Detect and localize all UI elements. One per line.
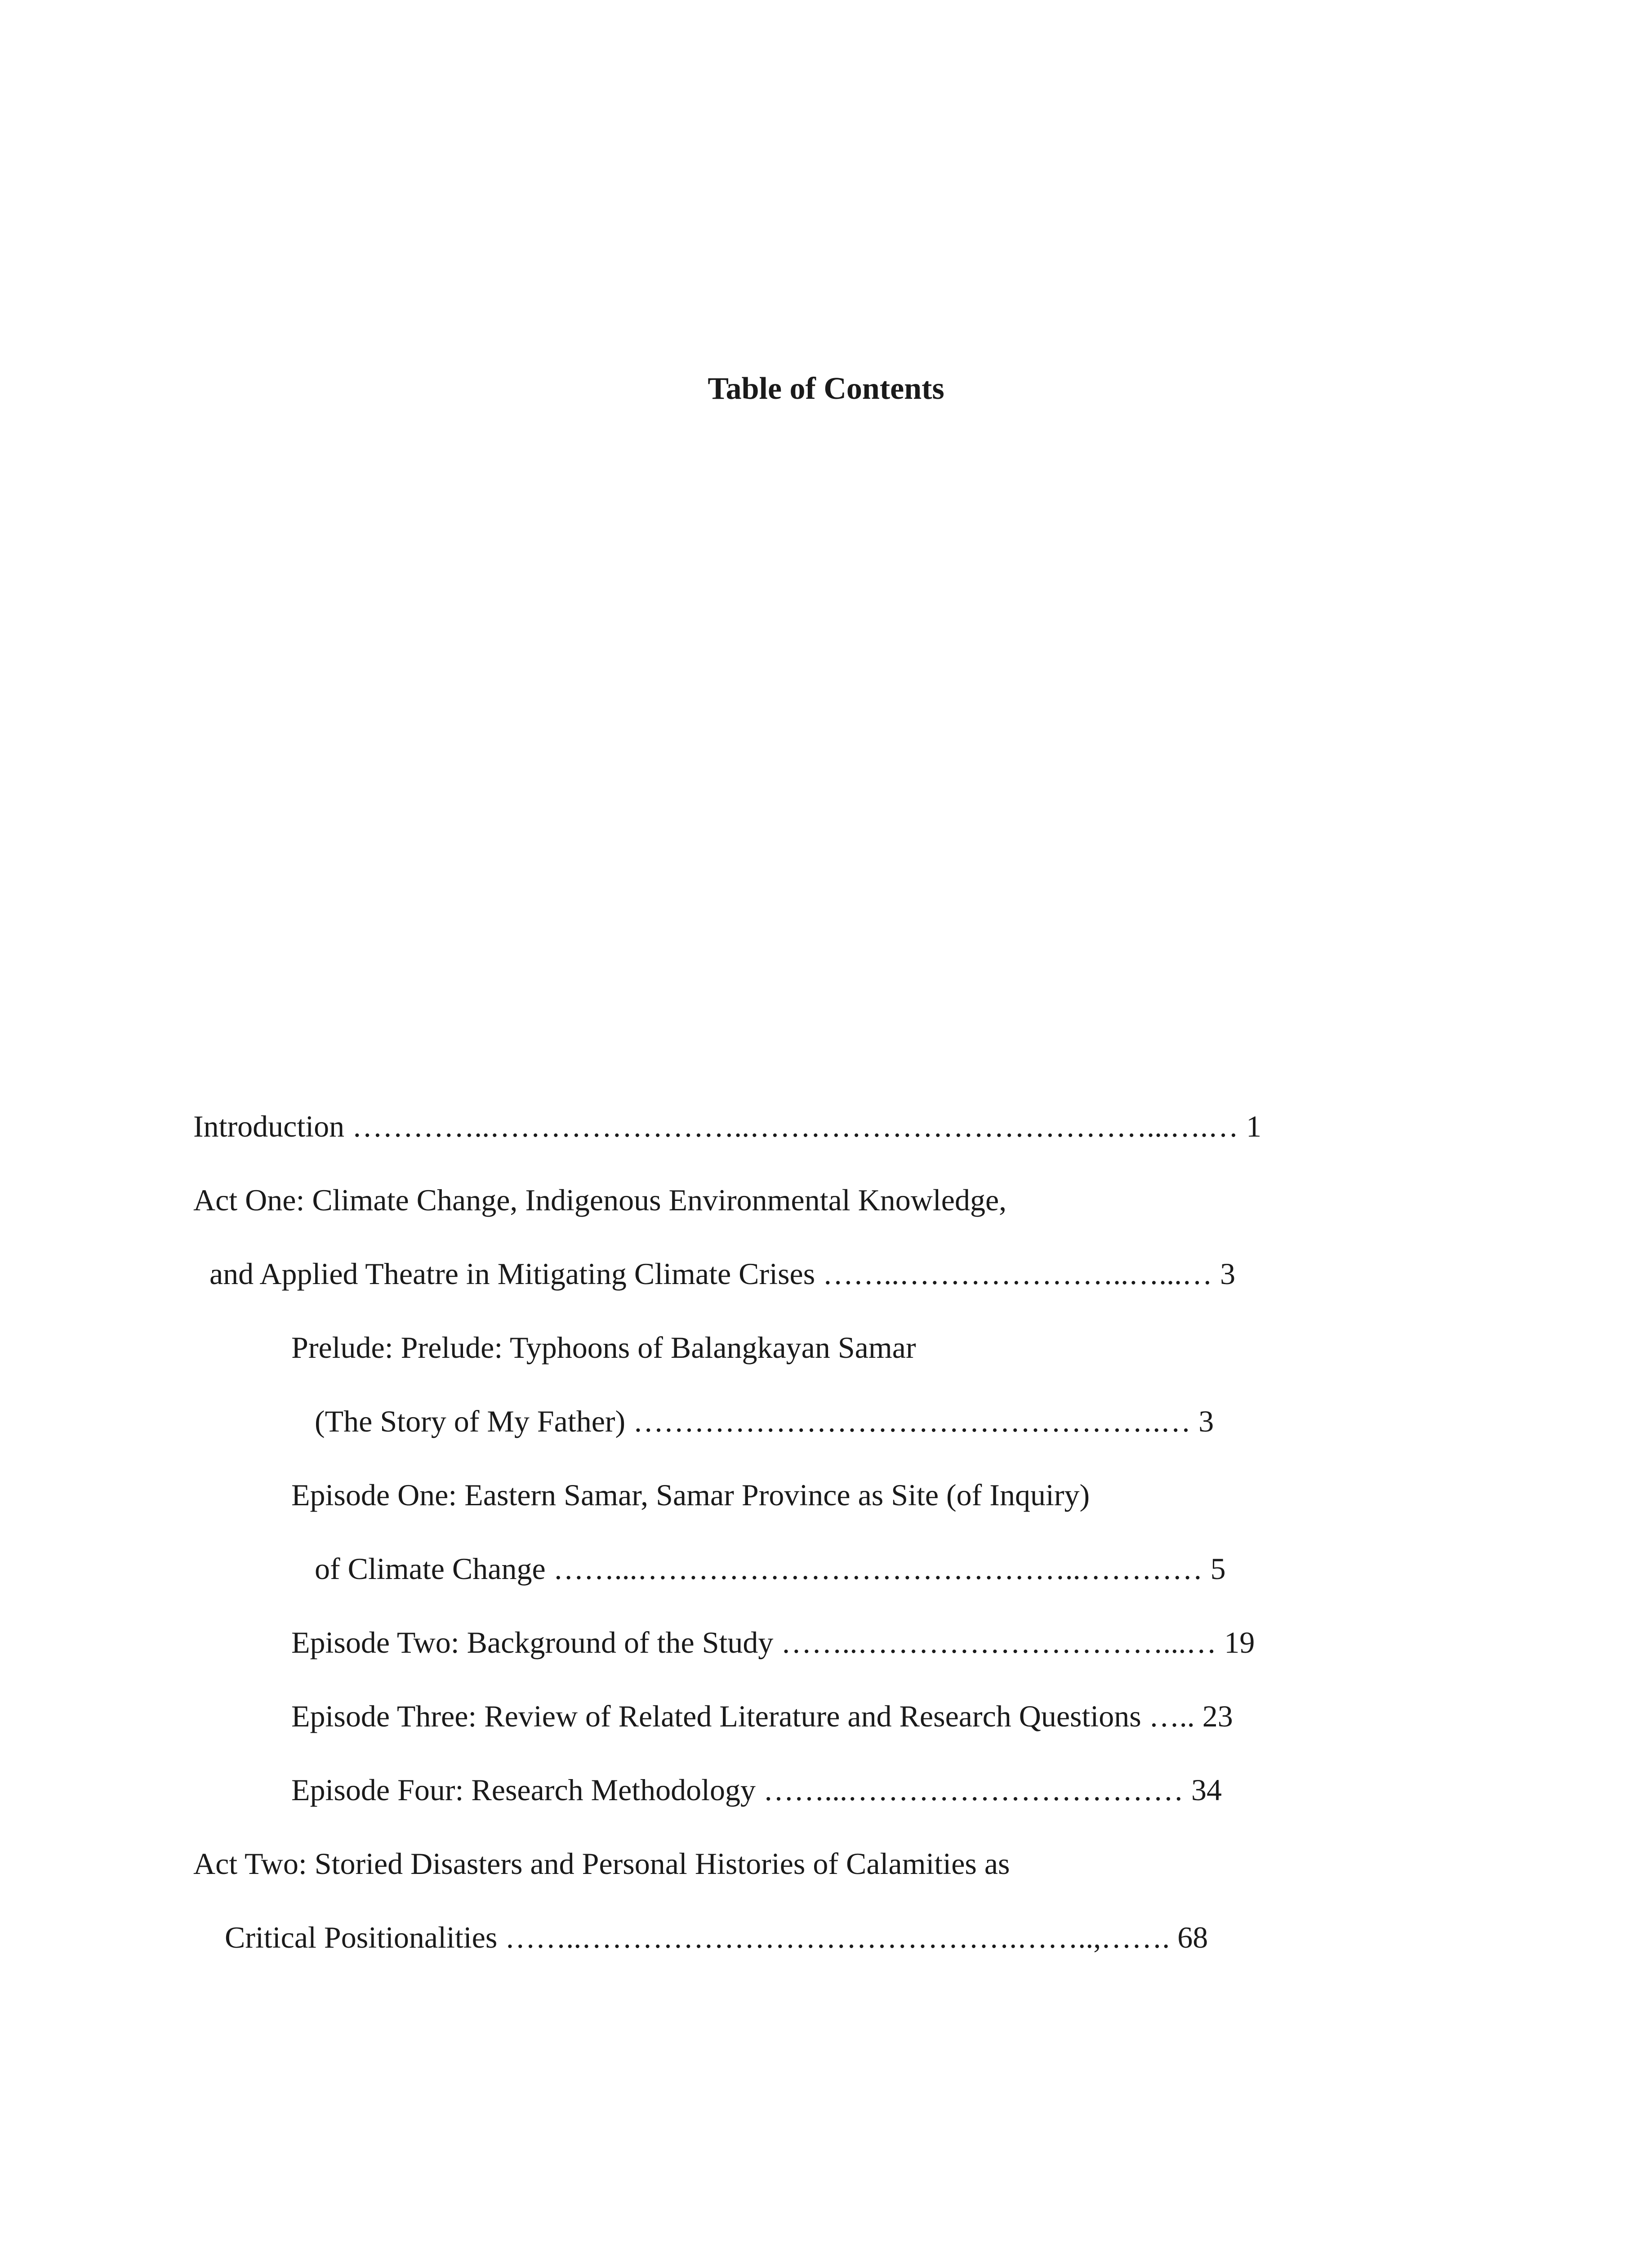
toc-entry-episode-one: Episode One: Eastern Samar, Samar Province as Site (of Inquiry) — [291, 1478, 1090, 1512]
toc-entry-act-one-continued: and Applied Theatre in Mitigating Climate Crises ……..…………………..…...… 3 — [209, 1257, 1236, 1291]
toc-entry-prelude-continued: (The Story of My Father) …………………………………………….… 3 — [315, 1404, 1214, 1438]
page-title: Table of Contents — [708, 371, 944, 406]
toc-entry-episode-three: Episode Three: Review of Related Literature and Research Questions ….. 23 — [291, 1699, 1233, 1733]
toc-entry-act-two-continued: Critical Positionalities ……..…………………………………….……..,……. 68 — [225, 1920, 1208, 1954]
toc-entry-act-one: Act One: Climate Change, Indigenous Environmental Knowledge, — [193, 1183, 1007, 1217]
toc-entry-episode-four: Episode Four: Research Methodology ……...…………………………… 34 — [291, 1773, 1222, 1807]
toc-entry-introduction: Introduction …………..……………………..…………………………………...….… 1 — [193, 1109, 1262, 1143]
toc-entry-episode-one-continued: of Climate Change ……...……………………………………..………… 5 — [315, 1552, 1226, 1586]
toc-entry-episode-two: Episode Two: Background of the Study ……..…………………………...… 19 — [291, 1625, 1255, 1659]
toc-entry-act-two: Act Two: Storied Disasters and Personal Histories of Calamities as — [193, 1847, 1010, 1881]
toc-entry-prelude: Prelude: Prelude: Typhoons of Balangkayan Samar — [291, 1330, 916, 1365]
